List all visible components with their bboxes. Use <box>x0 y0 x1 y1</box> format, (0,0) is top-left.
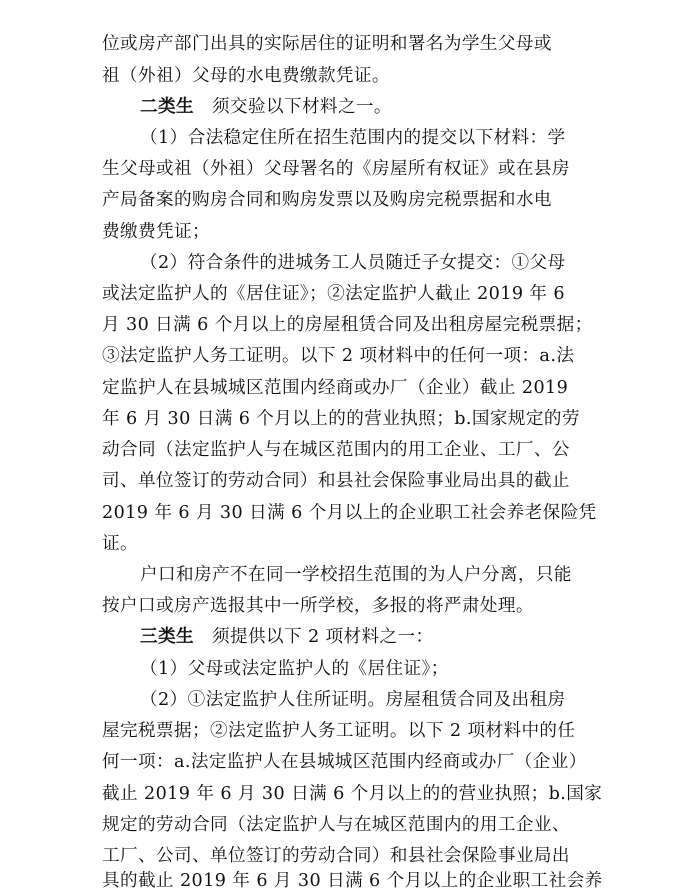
text-line: 具的截止 2019 年 6 月 30 日满 6 个月以上的企业职工社会养 <box>102 871 603 891</box>
section-label: 二类生 <box>140 96 194 117</box>
text-line: 工厂、公司、单位签订的劳动合同）和县社会保险事业局出 <box>102 846 570 866</box>
text-line: 屋完税票据；②法定监护人务工证明。以下 2 项材料中的任 <box>102 721 576 741</box>
text-line: 何一项：a.法定监护人在县城城区范围内经商或办厂（企业） <box>102 752 587 772</box>
text-line: ③法定监护人务工证明。以下 2 项材料中的任何一项：a.法 <box>102 346 575 366</box>
text-line: 证。 <box>102 534 138 554</box>
text-line: 产局备案的购房合同和购房发票以及购房完税票据和水电 <box>102 190 552 210</box>
text-line: 生父母或祖（外祖）父母署名的《房屋所有权证》或在县房 <box>102 159 570 179</box>
section-heading-line <box>140 622 434 652</box>
text-line: 截止 2019 年 6 月 30 日满 6 个月以上的的营业执照；b.国家 <box>102 784 603 804</box>
section-heading-line <box>140 92 392 122</box>
text-line: 规定的劳动合同（法定监护人与在城区范围内的用工企业、 <box>102 815 570 835</box>
text-line: 费缴费凭证； <box>102 222 210 242</box>
text-line: 定监护人在县城城区范围内经商或办厂（企业）截止 2019 <box>102 378 569 398</box>
section-intro-text: 须提供以下 2 项材料之一： <box>211 627 434 647</box>
text-line: 动合同（法定监护人与在城区范围内的用工企业、工厂、公 <box>102 440 570 460</box>
text-line: 或法定监护人的《居住证》；②法定监护人截止 2019 年 6 <box>102 284 566 304</box>
text-line: （2）①法定监护人住所证明。房屋租赁合同及出租房 <box>140 690 566 710</box>
text-line: 祖（外祖）父母的水电费缴款凭证。 <box>102 66 390 86</box>
text-line: 按户口或房产选报其中一所学校，多报的将严肃处理。 <box>102 596 534 616</box>
text-line: 位或房产部门出具的实际居住的证明和署名为学生父母或 <box>102 34 552 54</box>
text-line: 司、单位签订的劳动合同）和县社会保险事业局出具的截止 <box>102 471 570 491</box>
section-intro-text: 须交验以下材料之一。 <box>211 97 392 117</box>
text-line: 2019 年 6 月 30 日满 6 个月以上的企业职工社会养老保险凭 <box>102 503 597 523</box>
text-line: 户口和房产不在同一学校招生范围的为人户分离，只能 <box>140 565 572 585</box>
text-line: （1）合法稳定住所在招生范围内的提交以下材料：学 <box>140 128 566 148</box>
text-line: 年 6 月 30 日满 6 个月以上的的营业执照；b.国家规定的劳 <box>102 409 580 429</box>
text-line: 月 30 日满 6 个月以上的房屋租赁合同及出租房屋完税票据； <box>102 315 593 335</box>
text-line: （2）符合条件的进城务工人员随迁子女提交：①父母 <box>140 253 566 273</box>
section-label: 三类生 <box>140 626 194 647</box>
text-line: （1）父母或法定监护人的《居住证》； <box>140 659 449 679</box>
